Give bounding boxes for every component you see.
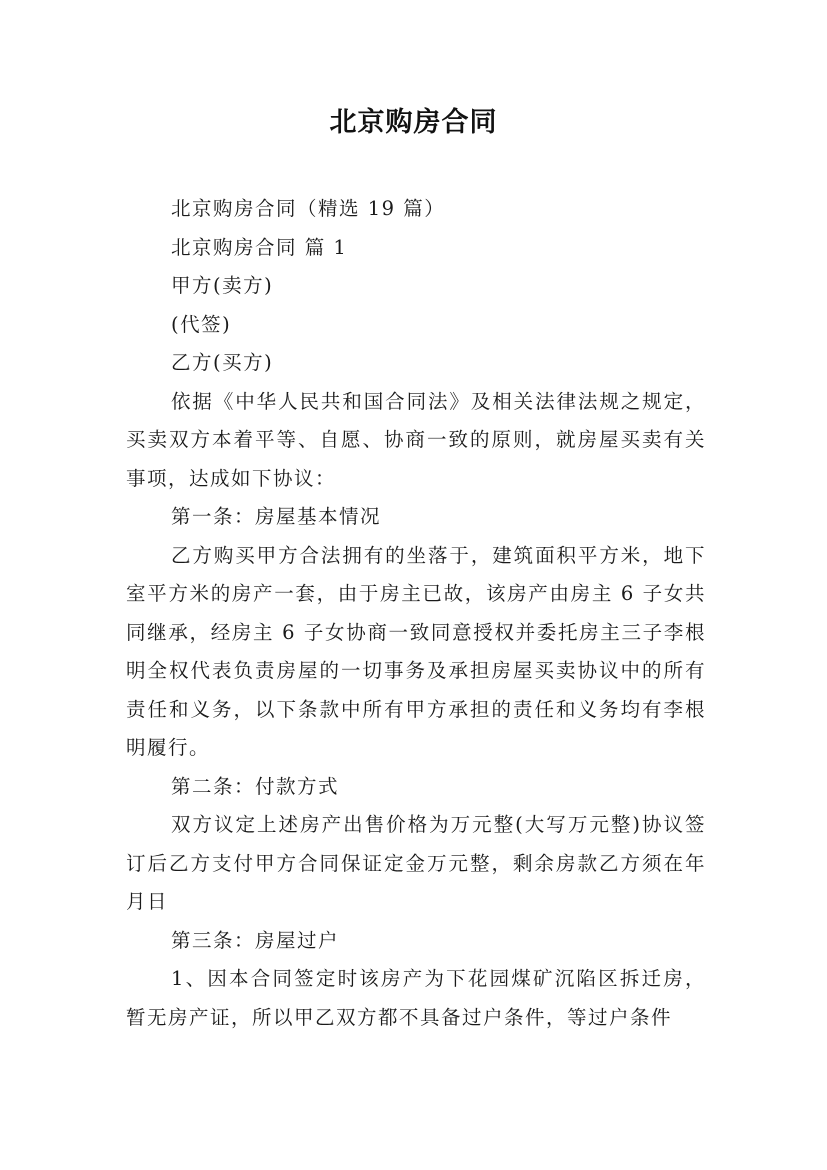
paragraph-article-1-heading: 第一条：房屋基本情况 xyxy=(171,505,382,528)
paragraph-preamble: 依据《中华人民共和国合同法》及相关法律法规之规定，买卖双方本着平等、自愿、协商一致的原则，就房屋买卖有关事项，达成如下协议： xyxy=(126,389,706,490)
paragraph-article-2-heading: 第二条：付款方式 xyxy=(171,774,340,798)
paragraph-article-2-body: 双方议定上述房产出售价格为万元整(大写万元整)协议签订后乙方支付甲方合同保证定金万元整，剩余房款乙方须在年月日 xyxy=(126,813,706,913)
paragraph-proxy-sign: (代签) xyxy=(171,312,232,336)
paragraph-article-1-body: 乙方购买甲方合法拥有的坐落于，建筑面积平方米，地下室平方米的房产一套，由于房主已故，该房产由房主 6 子女共同继承，经房主 6 子女协商一致同意授权并委托房主三子李根明全权代表负责房屋的一切事务及承担房屋买卖协议中的所有责任和义务，以下条款中所有甲方承担的责任和义务均有李根明履行。 xyxy=(126,543,706,759)
paragraph-article-3-item-1: 1、因本合同签定时该房产为下花园煤矿沉陷区拆迁房，暂无房产证，所以甲乙双方都不具备过户条件，等过户条件 xyxy=(126,967,706,1029)
paragraph-party-b: 乙方(买方) xyxy=(171,351,274,374)
paragraph-article-3-heading: 第三条：房屋过户 xyxy=(171,928,340,952)
paragraph-section-heading: 北京购房合同 篇 1 xyxy=(171,235,348,259)
paragraph-subtitle: 北京购房合同（精选 19 篇） xyxy=(171,197,446,220)
document-body xyxy=(126,190,706,1037)
document-title: 北京购房合同 xyxy=(329,107,498,138)
paragraph-party-a: 甲方(卖方) xyxy=(171,274,274,297)
